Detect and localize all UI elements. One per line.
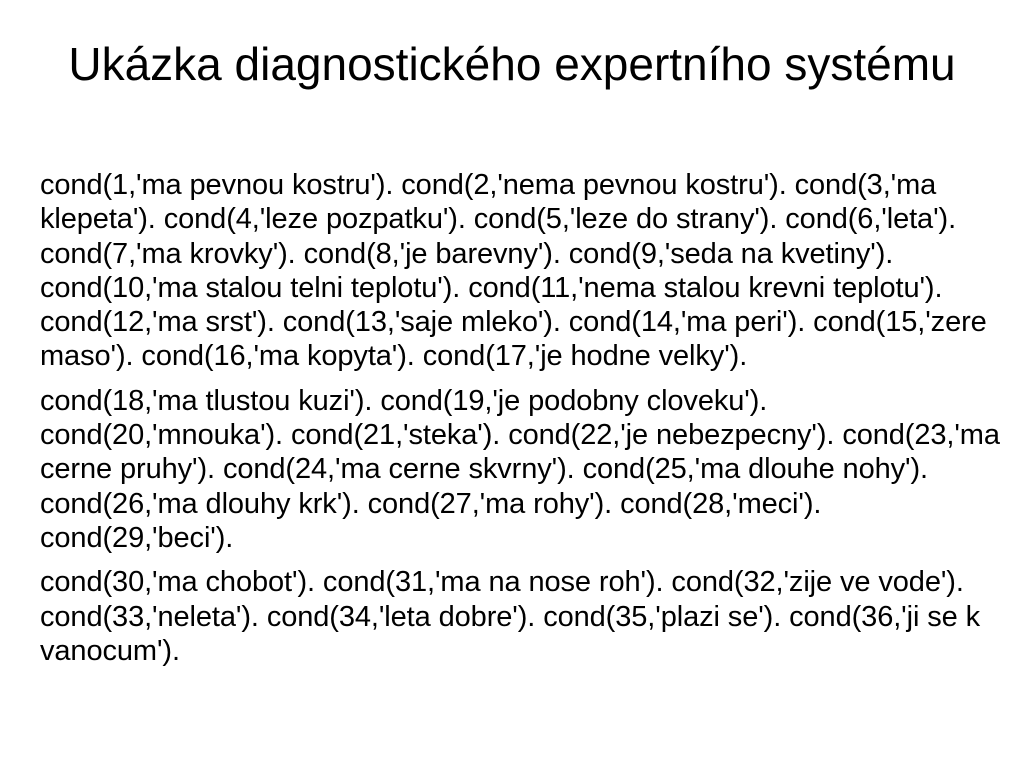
body-paragraph: cond(1,'ma pevnou kostru'). cond(2,'nema pevnou kostru'). cond(3,'ma klepeta'). cond(4,'leze pozpatku'). cond(5,'leze do strany'). cond(6,'leta'). cond(7,'ma krovky'). cond(8,'je barevny'). cond(9,'seda na kvetiny'). cond(10,'ma stalou telni teplotu'). cond(11,'nema stalou krevni teplotu'). cond(12,'ma srst'). cond(13,'saje mleko'). cond(14,'ma peri'). cond(15,'zere maso'). cond(16,'ma kopyta'). cond(17,'je hodne velky'). [40,169,987,373]
slide-body [40,168,1000,678]
body-paragraph: cond(18,'ma tlustou kuzi'). cond(19,'je podobny cloveku'). cond(20,'mnouka'). cond(21,'steka'). cond(22,'je nebezpecny'). cond(23,'ma cerne pruhy'). cond(24,'ma cerne skvrny'). cond(25,'ma dlouhe nohy'). cond(26,'ma dlouhy krk'). cond(27,'ma rohy'). cond(28,'meci'). cond(29,'beci'). [40,384,1000,554]
body-paragraph: cond(30,'ma chobot'). cond(31,'ma na nose roh'). cond(32,'zije ve vode'). cond(33,'neleta'). cond(34,'leta dobre'). cond(35,'plazi se'). cond(36,'ji se k vanocum'). [40,566,981,667]
slide-title: Ukázka diagnostického expertního systému [68,38,956,90]
